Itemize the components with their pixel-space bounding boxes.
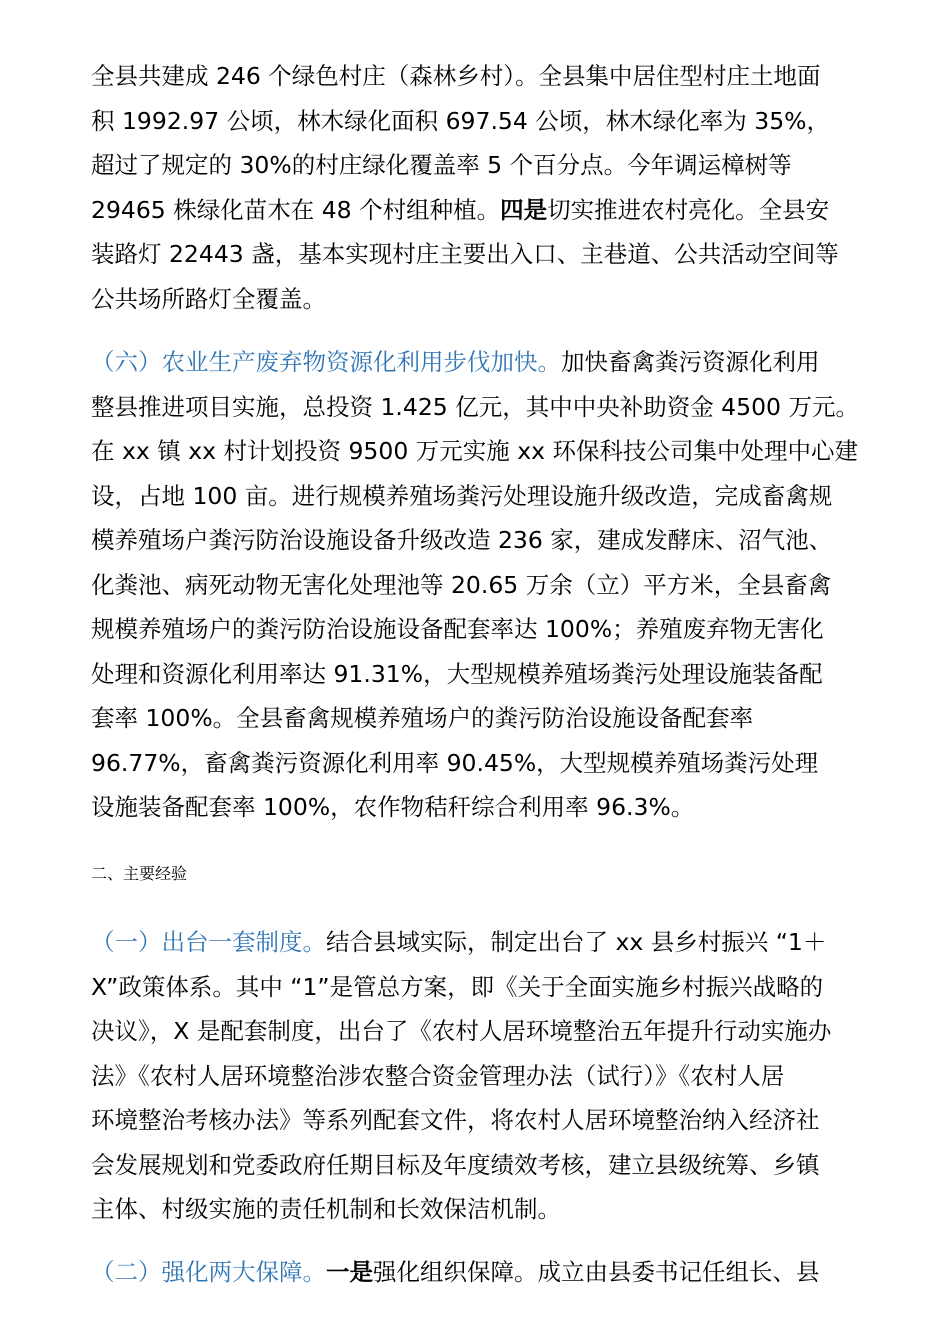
text-line: 主体、村级实施的责任机制和长效保洁机制。 [91,1195,561,1223]
text-segment: 强化组织保障。成立由县委书记任组长、县 [373,1258,820,1286]
text-line: 在 xx 镇 xx 村计划投资 9500 万元实施 xx 环保科技公司集中处理中心建 [91,437,859,465]
section-heading: （一）出台一套制度。 [91,928,326,956]
text-line: X”政策体系。其中 “1”是管总方案，即《关于全面实施乡村振兴战略的 [91,972,824,1001]
section-heading: （二）强化两大保障。 [91,1258,326,1286]
text-line [91,340,911,385]
text-segment: 结合县域实际，制定出台了 xx 县乡村振兴 “1＋ [326,928,827,956]
paragraph-greening-lighting [91,54,911,321]
text-segment: 切实推进农村亮化。全县安 [547,195,830,224]
bold-keyword: 四是 [500,195,548,224]
text-line: 法》《农村人居环境整治涉农整合资金管理办法（试行）》《农村人居 [91,1061,785,1090]
text-line: 设施装备配套率 100%，农作物秸秆综合利用率 96.3%。 [91,793,695,821]
bold-keyword: 一是 [326,1258,373,1286]
text-line: 公共场所路灯全覆盖。 [91,284,326,313]
text-line: 环境整治考核办法》等系列配套文件，将农村人居环境整治纳入经济社 [91,1106,820,1134]
text-line: 整县推进项目实施，总投资 1.425 亿元，其中中央补助资金 4500 万元。 [91,392,859,421]
text-line: 模养殖场户粪污防治设施设备升级改造 236 家，建成发酵床、沼气池、 [91,526,833,554]
paragraph-policy-system [91,920,911,1232]
text-line: 化粪池、病死动物无害化处理池等 20.65 万余（立）平方米，全县畜禽 [91,570,832,599]
text-line: 处理和资源化利用率达 91.31%，大型规模养殖场粪污处理设施装备配 [91,659,823,688]
section-title-main-experience: 二、主要经验 [91,864,188,883]
paragraph-agri-waste [91,340,911,830]
text-line: 96.77%，畜禽粪污资源化利用率 90.45%，大型规模养殖场粪污处理 [91,748,819,777]
text-line: 套率 100%。全县畜禽规模养殖场户的粪污防治设施设备配套率 [91,704,754,732]
text-segment: 加快畜禽粪污资源化利用 [561,348,820,376]
text-line: 设，占地 100 亩。进行规模养殖场粪污处理设施升级改造，完成畜禽规 [91,481,833,510]
text-line: 规模养殖场户的粪污防治设施设备配套率达 100%；养殖废弃物无害化 [91,615,824,643]
text-line [91,188,911,233]
paragraph-two-guarantees [91,1250,911,1295]
text-line: 会发展规划和党委政府任期目标及年度绩效考核，建立县级统筹、乡镇 [91,1150,820,1179]
text-line [91,920,911,965]
text-line: 决议》，X 是配套制度，出台了《农村人居环境整治五年提升行动实施办 [91,1017,832,1045]
text-line: 积 1992.97 公顷，林木绿化面积 697.54 公顷，林木绿化率为 35%， [91,106,830,135]
section-heading: （六）农业生产废弃物资源化利用步伐加快。 [91,348,561,376]
text-line: 超过了规定的 30%的村庄绿化覆盖率 5 个百分点。今年调运樟树等 [91,151,792,179]
text-line: 全县共建成 246 个绿色村庄（森林乡村）。全县集中居住型村庄土地面 [91,62,821,90]
text-line: 装路灯 22443 盏，基本实现村庄主要出入口、主巷道、公共活动空间等 [91,240,839,268]
text-segment: 29465 株绿化苗木在 48 个村组种植。 [91,195,501,224]
text-line [91,1250,911,1295]
